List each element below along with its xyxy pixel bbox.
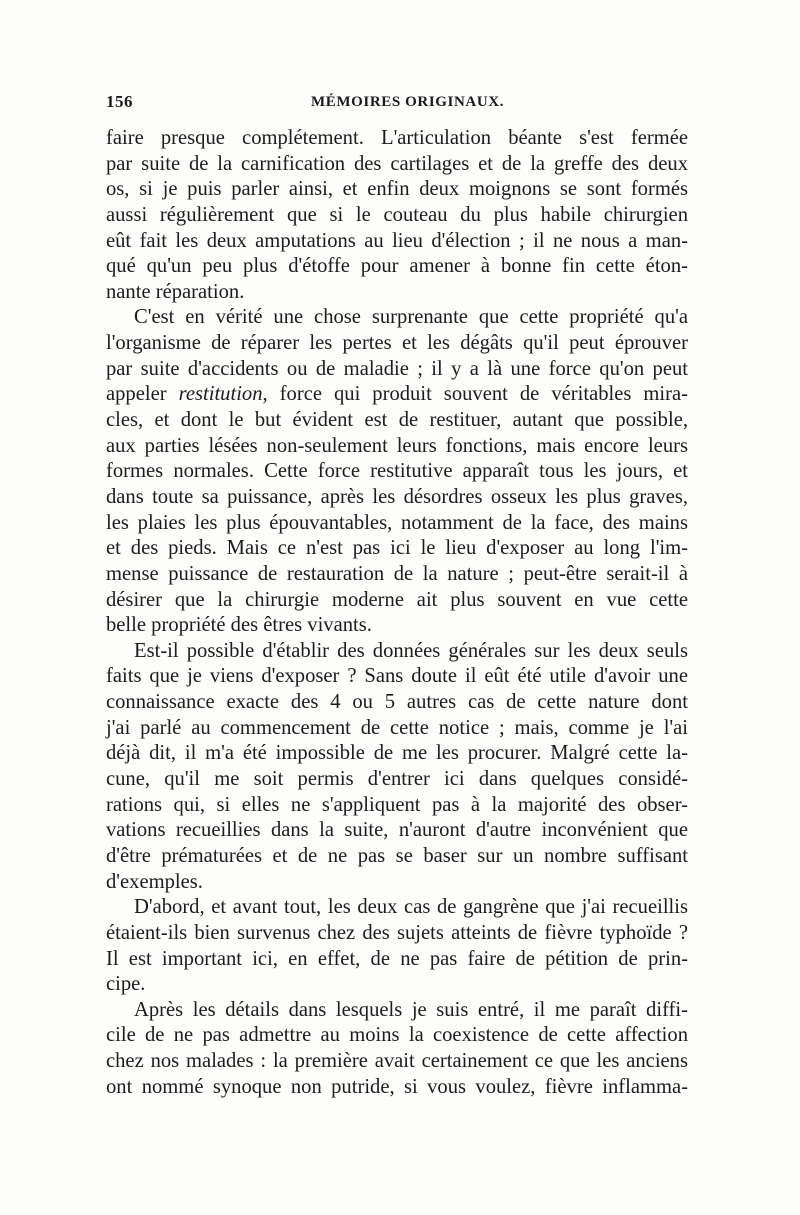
text-line: ont nommé synoque non putride, si vous voulez, fièvre inflamma- bbox=[106, 1075, 688, 1098]
text-line: dans toute sa puissance, après les désordres osseux les plus graves, bbox=[106, 485, 688, 508]
text-line: par suite d'accidents ou de maladie ; il y a là une force qu'on peut bbox=[106, 357, 688, 380]
page-number: 156 bbox=[106, 92, 133, 111]
paragraph bbox=[106, 305, 688, 638]
text-line: faire presque complétement. L'articulation béante s'est fermée bbox=[106, 127, 688, 149]
text-line: les plaies les plus épouvantables, notamment de la face, des mains bbox=[106, 511, 688, 534]
text-line: faits que je viens d'exposer ? Sans doute il eût été utile d'avoir une bbox=[106, 665, 688, 688]
page-header bbox=[106, 92, 686, 118]
text-line: cles, et dont le but évident est de restituer, autant que possible, bbox=[106, 409, 688, 432]
text-line: qué qu'un peu plus d'étoffe pour amener à bonne fin cette éton- bbox=[106, 255, 688, 278]
text-line: Après les détails dans lesquels je suis entré, il me paraît diffi- bbox=[134, 998, 688, 1021]
text-line: d'être prématurées et de ne pas se baser sur un nombre suffisant bbox=[106, 844, 688, 867]
text-line: C'est en vérité une chose surprenante que cette propriété qu'a bbox=[134, 306, 688, 329]
text-line: connaissance exacte des 4 ou 5 autres cas de cette nature dont bbox=[106, 691, 688, 714]
text-line: désirer que la chirurgie moderne ait plus souvent en vue cette bbox=[106, 588, 688, 611]
text-line: j'ai parlé au commencement de cette notice ; mais, comme je l'ai bbox=[106, 716, 688, 739]
text-line: appeler restitution, force qui produit souvent de véritables mira- bbox=[106, 383, 688, 406]
text-line: l'organisme de réparer les pertes et les dégâts qu'il peut éprouver bbox=[106, 332, 688, 355]
text-line: belle propriété des êtres vivants. bbox=[106, 614, 372, 637]
text-line: aussi régulièrement que si le couteau du plus habile chirurgien bbox=[106, 203, 688, 226]
text-line: cune, qu'il me soit permis d'entrer ici dans quelques considé- bbox=[106, 768, 688, 791]
text-line: Est-il possible d'établir des données générales sur les deux seuls bbox=[134, 639, 688, 662]
paragraph bbox=[106, 639, 688, 895]
body-text bbox=[106, 126, 688, 1100]
paragraph bbox=[106, 998, 688, 1101]
text-line: et des pieds. Mais ce n'est pas ici le lieu d'exposer au long l'im- bbox=[106, 537, 688, 560]
text-line: formes normales. Cette force restitutive apparaît tous les jours, et bbox=[106, 460, 688, 483]
italic-term: restitution bbox=[178, 383, 263, 406]
text-line: D'abord, et avant tout, les deux cas de gangrène que j'ai recueillis bbox=[134, 896, 688, 919]
text-line: vations recueillies dans la suite, n'auront d'autre inconvénient que bbox=[106, 819, 688, 842]
text-line: cipe. bbox=[106, 973, 146, 996]
text-line: mense puissance de restauration de la nature ; peut-être serait-il à bbox=[106, 562, 688, 585]
text-line: nante réparation. bbox=[106, 280, 245, 303]
paragraph bbox=[106, 895, 688, 998]
text-line: par suite de la carnification des cartilages et de la greffe des deux bbox=[106, 152, 688, 175]
paragraph bbox=[106, 126, 688, 305]
text-line: déjà dit, il m'a été impossible de me les procurer. Malgré cette la- bbox=[106, 742, 688, 765]
text-line: os, si je puis parler ainsi, et enfin deux moignons se sont formés bbox=[106, 178, 688, 201]
text-line: chez nos malades : la première avait certainement ce que les anciens bbox=[106, 1050, 688, 1073]
text-line: eût fait les deux amputations au lieu d'élection ; il ne nous a man- bbox=[106, 229, 688, 252]
text-line: étaient-ils bien survenus chez des sujets atteints de fièvre typhoïde ? bbox=[106, 921, 688, 944]
text-line: cile de ne pas admettre au moins la coexistence de cette affection bbox=[106, 1024, 688, 1047]
text-line: Il est important ici, en effet, de ne pas faire de pétition de prin- bbox=[106, 947, 688, 970]
text-line: aux parties lésées non-seulement leurs fonctions, mais encore leurs bbox=[106, 434, 688, 457]
text-line: rations qui, si elles ne s'appliquent pas à la majorité des obser- bbox=[106, 793, 688, 816]
running-title: MÉMOIRES ORIGINAUX. bbox=[311, 94, 505, 110]
text-line: d'exemples. bbox=[106, 870, 203, 893]
